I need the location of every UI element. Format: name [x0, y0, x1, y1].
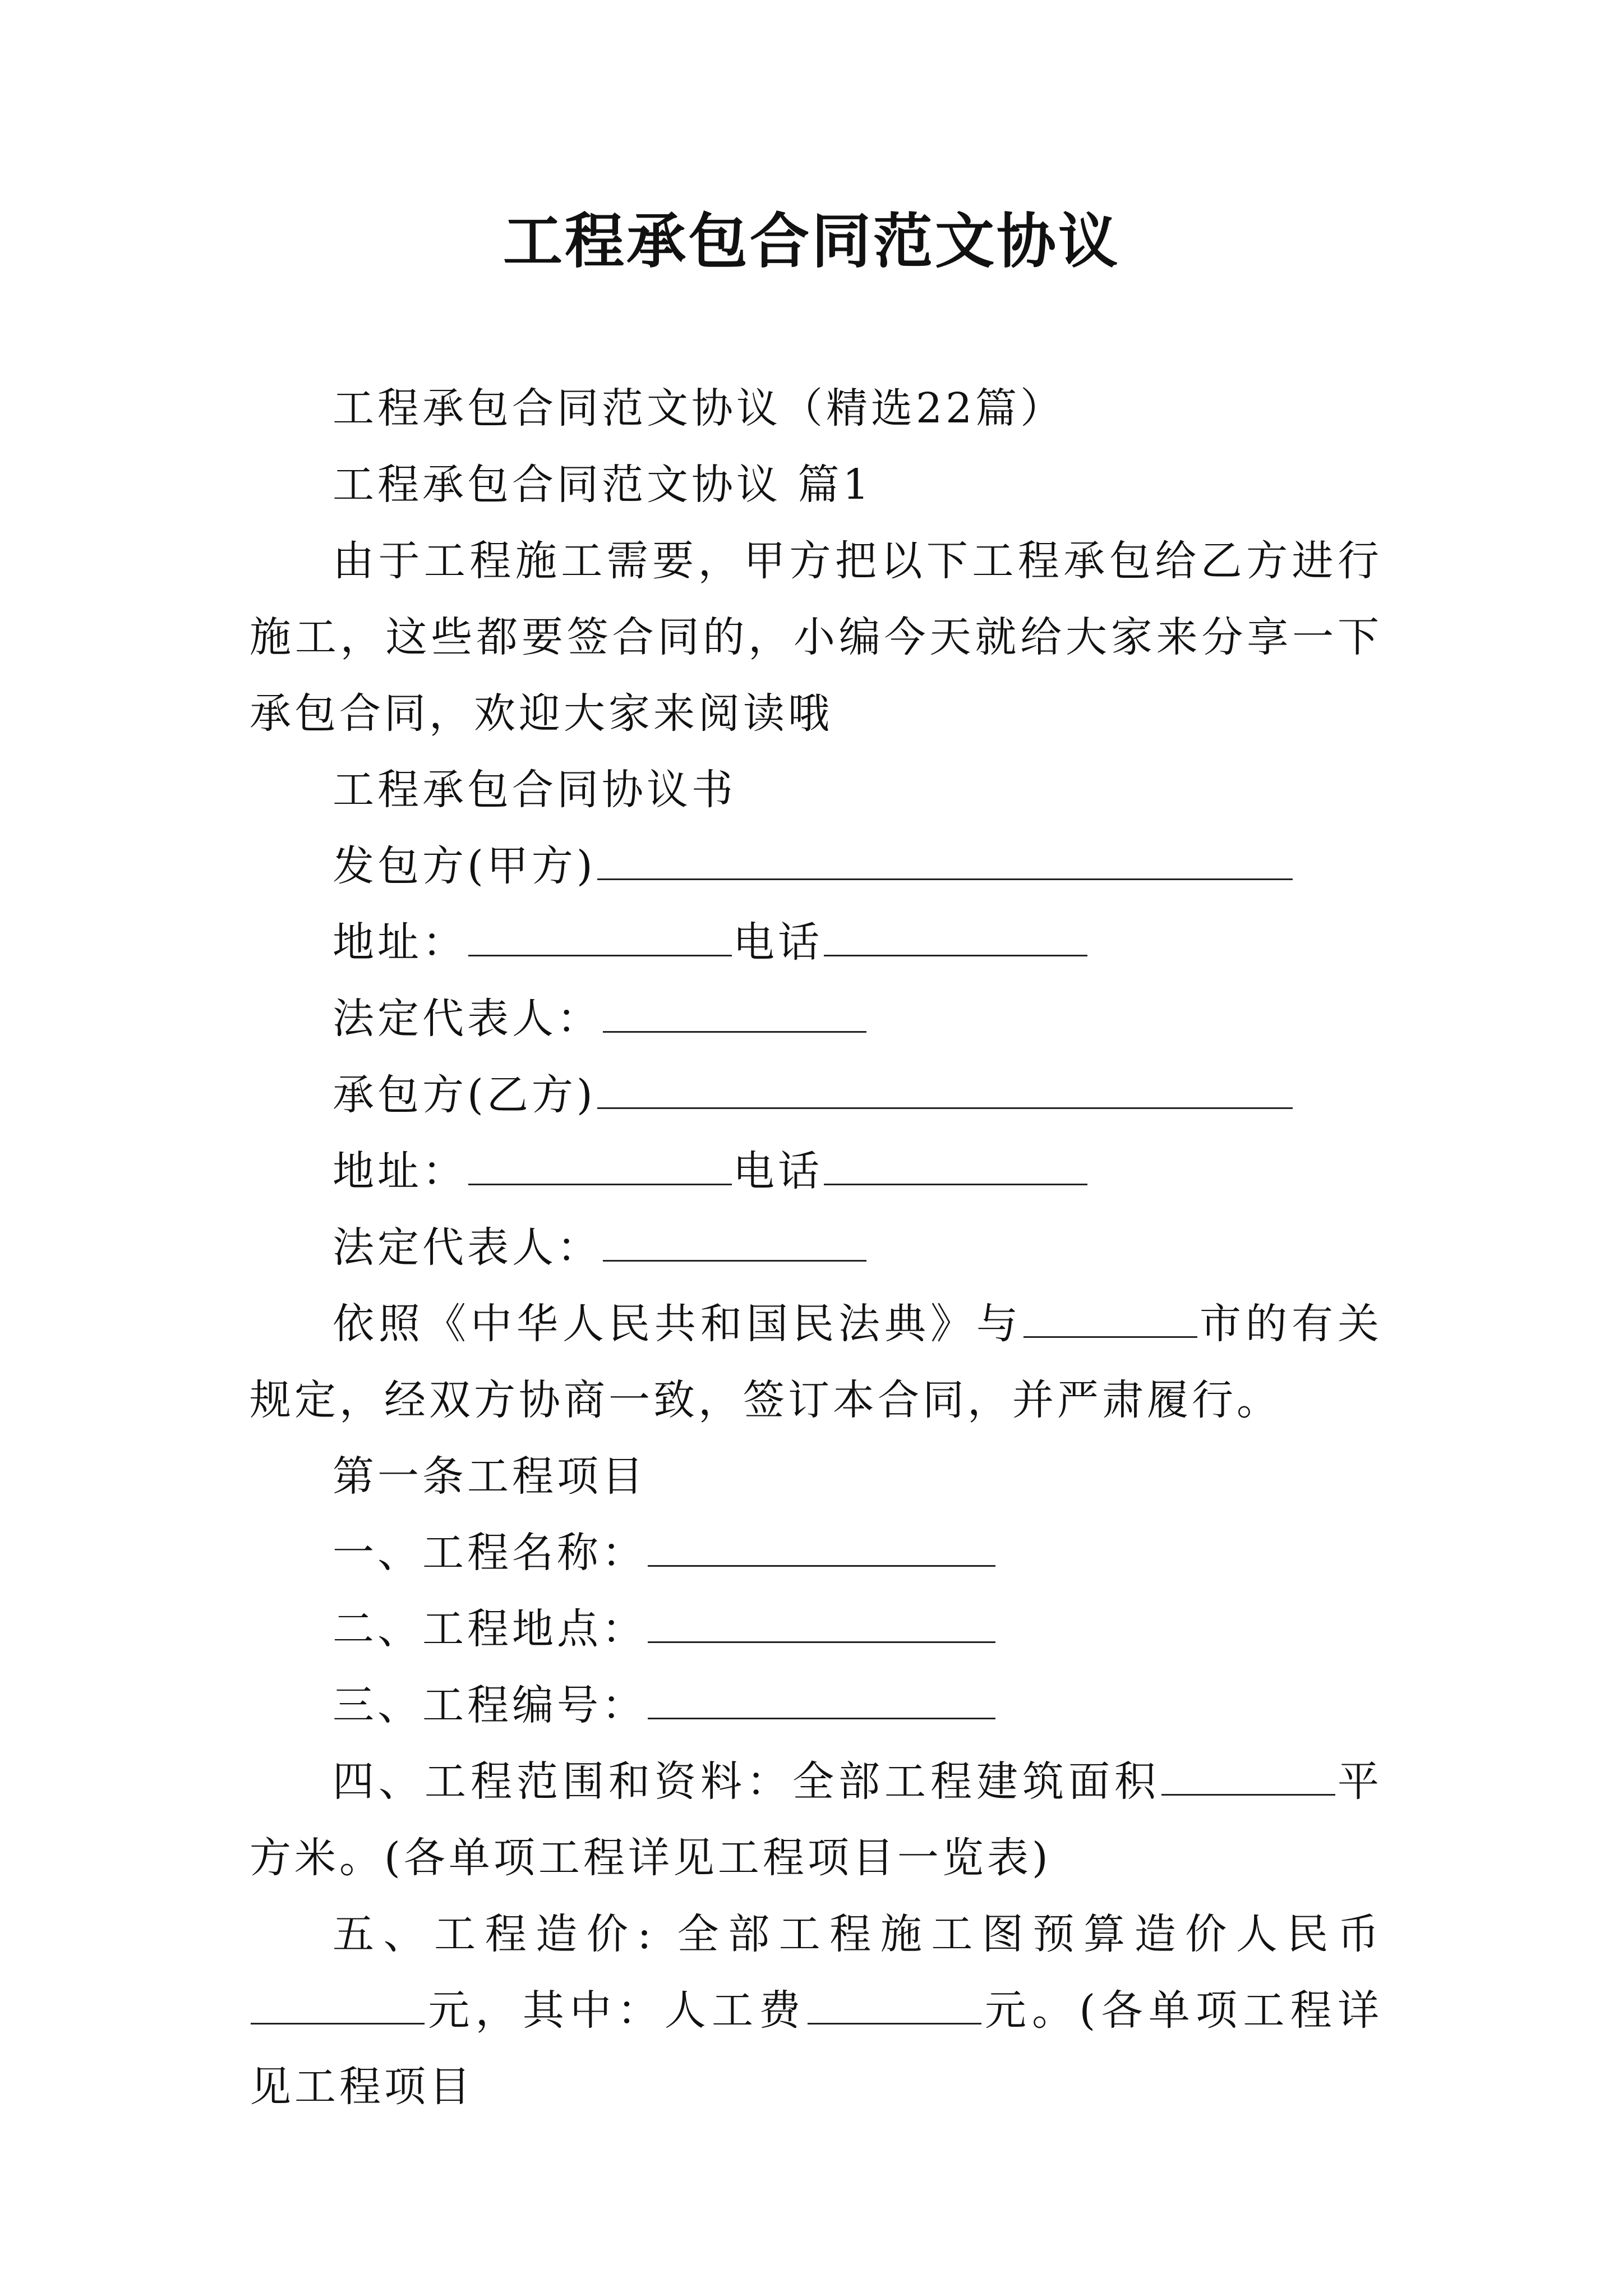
rep-b-blank	[603, 1221, 866, 1262]
address-a-label: 地址：	[333, 918, 467, 967]
item-5-text-1: 五、工程造价: 全部工程施工图预算造价人民币	[333, 1910, 1382, 1958]
item-3-line	[250, 1667, 1382, 1743]
party-a-line	[250, 828, 1382, 904]
document-title: 工程承包合同范文协议	[503, 206, 1120, 276]
address-b-line	[250, 1133, 1382, 1209]
article-1-heading: 第一条工程项目	[333, 1452, 647, 1501]
item-2-line	[250, 1591, 1382, 1667]
item-4-paragraph	[250, 1743, 1382, 1896]
basis-text-2: 市的有关规定，经双方协商一致，签订本合同，并严肃履行。	[250, 1300, 1382, 1424]
party-b-line	[250, 1057, 1382, 1133]
address-b-label: 地址：	[333, 1147, 467, 1195]
item-1-label: 一、工程名称：	[333, 1529, 647, 1577]
price-blank	[251, 1984, 425, 2024]
item-2-blank	[648, 1602, 995, 1643]
item-3-blank	[648, 1678, 995, 1719]
party-a-label: 发包方(甲方)	[333, 842, 596, 890]
section-heading: 工程承包合同范文协议 篇1	[333, 461, 873, 509]
area-blank	[1161, 1755, 1335, 1796]
rep-a-blank	[603, 992, 866, 1033]
legal-basis-paragraph	[250, 1286, 1382, 1438]
party-a-blank	[597, 839, 1293, 880]
city-blank	[1023, 1297, 1197, 1338]
phone-b-blank	[824, 1144, 1087, 1185]
phone-a-label: 电话	[733, 918, 823, 967]
address-b-blank	[468, 1144, 732, 1185]
address-a-blank	[468, 915, 732, 956]
item-5-text-2: 元，其中：人工费	[426, 1986, 806, 2035]
item-5-paragraph	[250, 1896, 1382, 2125]
item-5-text-3: 元。(各单项工程详见工程项目	[250, 1986, 1382, 2111]
document-body	[250, 370, 1382, 2125]
item-4-text-2: 平方米。(各单项工程详见工程项目一览表)	[250, 1757, 1382, 1882]
phone-b-label: 电话	[733, 1147, 823, 1195]
item-2-label: 二、工程地点：	[333, 1605, 647, 1653]
item-1-line	[250, 1515, 1382, 1591]
address-a-line	[250, 904, 1382, 981]
basis-text-1: 依照《中华人民共和国民法典》与	[333, 1300, 1022, 1348]
rep-a-line	[250, 981, 1382, 1057]
rep-a-label: 法定代表人：	[333, 995, 602, 1043]
party-b-blank	[597, 1068, 1293, 1109]
agreement-name: 工程承包合同协议书	[333, 766, 736, 814]
item-1-blank	[648, 1526, 995, 1567]
intro-paragraph: 由于工程施工需要，甲方把以下工程承包给乙方进行施工，这些都要签合同的，小编今天就给大家来分享一下承包合同，欢迎大家来阅读哦	[250, 537, 1382, 738]
subtitle-line: 工程承包合同范文协议（精选22篇）	[333, 384, 1066, 432]
rep-b-line	[250, 1209, 1382, 1286]
phone-a-blank	[824, 915, 1087, 956]
item-3-label: 三、工程编号：	[333, 1681, 647, 1729]
rep-b-label: 法定代表人：	[333, 1223, 602, 1272]
labor-cost-blank	[808, 1984, 981, 2024]
item-4-text-1: 四、工程范围和资料：全部工程建筑面积	[333, 1757, 1160, 1806]
party-b-label: 承包方(乙方)	[333, 1071, 596, 1119]
